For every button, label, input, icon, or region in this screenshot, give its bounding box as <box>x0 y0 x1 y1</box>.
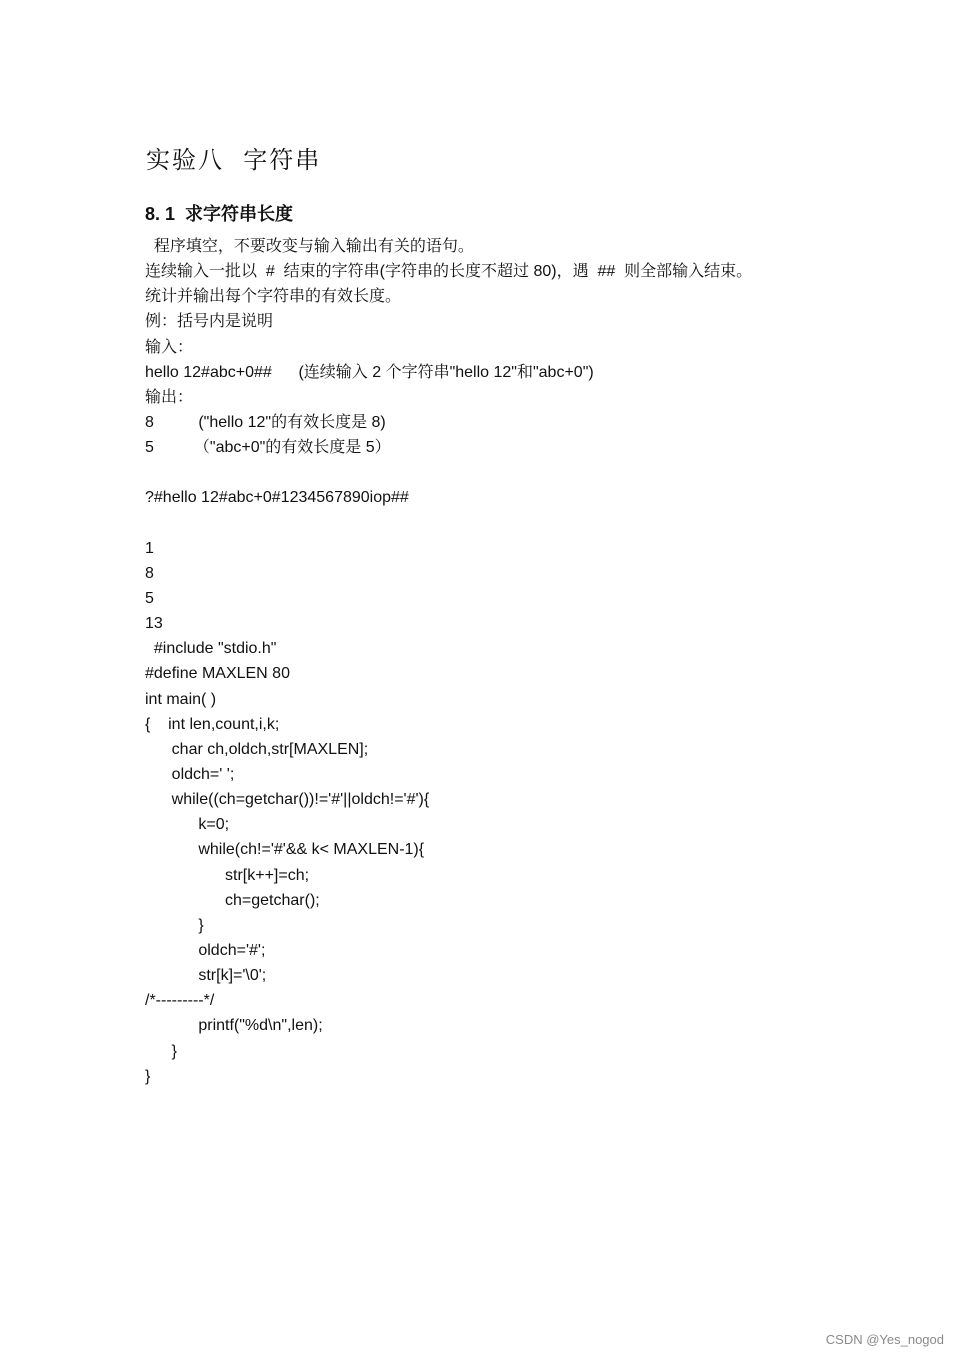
code-line: k=0; <box>145 816 230 834</box>
text-line: 输入： <box>145 338 194 356</box>
code-line: printf("%d\n",len); <box>145 1017 323 1035</box>
text-line: 统计并输出每个字符串的有效长度。 <box>145 288 402 306</box>
code-line: int main( ) <box>145 690 217 708</box>
code-line: str[k++]=ch; <box>145 866 310 884</box>
code-line: str[k]='\0'; <box>145 967 267 985</box>
blank-line <box>145 460 752 485</box>
blank-line <box>145 511 752 536</box>
code-line: char ch,oldch,str[MAXLEN]; <box>145 740 369 758</box>
document-title: 实验八 字符串 <box>146 146 322 174</box>
code-line: #include "stdio.h" <box>145 640 277 658</box>
code-line: /*---------*/ <box>145 992 215 1010</box>
text-line: 5 （"abc+0"的有效长度是 5） <box>145 439 391 457</box>
text-line: 输出： <box>145 388 194 406</box>
code-line: #define MAXLEN 80 <box>145 665 290 683</box>
text-line: 1 <box>145 539 154 557</box>
code-line: } <box>145 916 204 934</box>
text-line: 13 <box>145 615 163 633</box>
code-line: oldch=' '; <box>145 765 235 783</box>
text-line: 8 <box>145 564 154 582</box>
code-line: { int len,count,i,k; <box>145 715 280 733</box>
text-line: hello 12#abc+0## (连续输入 2 个字符串"hello 12"和"abc+0") <box>145 363 594 381</box>
code-line: while(ch!='#'&& k< MAXLEN-1){ <box>145 841 425 859</box>
code-line: } <box>145 1067 151 1085</box>
text-line: 连续输入一批以 # 结束的字符串(字符串的长度不超过 80)，遇 ## 则全部输入结束。 <box>145 263 753 281</box>
text-line: ?#hello 12#abc+0#1234567890iop## <box>145 489 409 507</box>
text-line: 例：括号内是说明 <box>145 313 274 331</box>
document-body <box>145 234 752 1089</box>
text-line: 5 <box>145 589 154 607</box>
code-line: while((ch=getchar())!='#'||oldch!='#'){ <box>145 791 430 809</box>
text-line: 程序填空，不要改变与输入输出有关的语句。 <box>145 238 474 255</box>
section-heading: 8. 1 求字符串长度 <box>145 204 294 224</box>
text-line: 8 ("hello 12"的有效长度是 8) <box>145 413 386 431</box>
code-line: } <box>145 1042 178 1060</box>
code-line: ch=getchar(); <box>145 891 320 909</box>
code-line: oldch='#'; <box>145 941 266 959</box>
watermark: CSDN @Yes_nogod <box>825 1332 944 1347</box>
